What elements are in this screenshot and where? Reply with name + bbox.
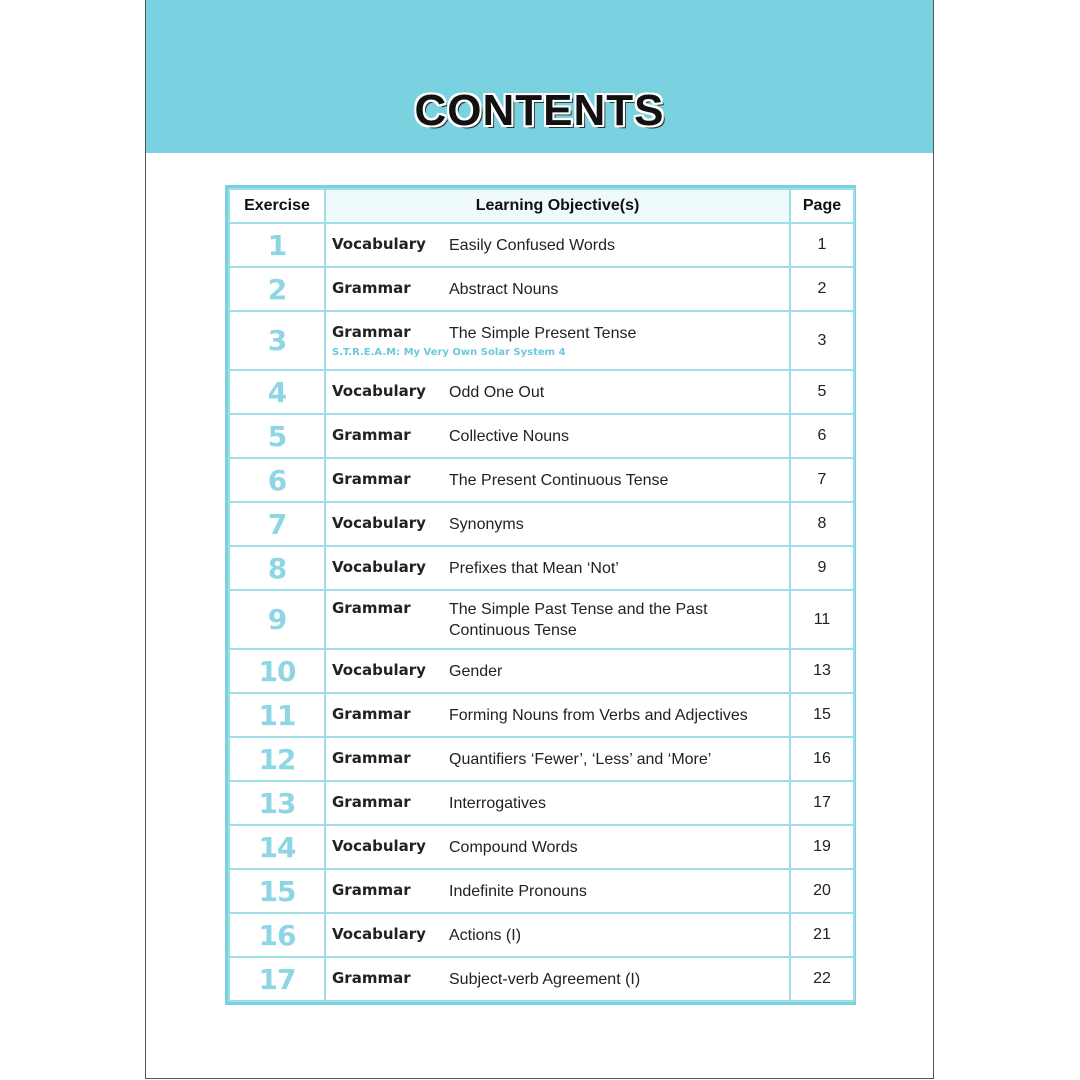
table-row	[229, 825, 854, 869]
table-row	[229, 649, 854, 693]
column-header-objective: Learning Objective(s)	[325, 189, 790, 223]
page-number: 16	[790, 737, 854, 781]
objective-line: Quantifiers ‘Fewer’, ‘Less’ and ‘More’	[449, 750, 712, 768]
objective-cell	[325, 825, 790, 869]
page-number: 8	[790, 502, 854, 546]
objective-category: Grammar	[332, 598, 411, 617]
exercise-number: 9	[229, 590, 325, 649]
objective-cell	[325, 414, 790, 458]
objective-text	[449, 514, 779, 535]
objective-text	[449, 382, 779, 403]
objective-category: Grammar	[332, 968, 411, 987]
page-number: 3	[790, 311, 854, 370]
exercise-number: 12	[229, 737, 325, 781]
table-row	[229, 781, 854, 825]
objective-category: Vocabulary	[332, 557, 426, 576]
objective-line: Actions (I)	[449, 926, 522, 944]
table-row	[229, 957, 854, 1001]
exercise-number: 4	[229, 370, 325, 414]
objective-cell	[325, 869, 790, 913]
table-body	[229, 223, 854, 1001]
table-row	[229, 913, 854, 957]
page-number: 7	[790, 458, 854, 502]
objective-category: Vocabulary	[332, 836, 426, 855]
objective-cell	[325, 502, 790, 546]
objective-text	[449, 323, 779, 344]
exercise-number: 14	[229, 825, 325, 869]
table-row	[229, 458, 854, 502]
objective-text	[449, 881, 779, 902]
page-number: 20	[790, 869, 854, 913]
objective-line: The Simple Present Tense	[449, 325, 637, 342]
objective-line: Collective Nouns	[449, 427, 570, 445]
objective-line: Interrogatives	[449, 794, 546, 812]
exercise-number: 6	[229, 458, 325, 502]
objective-text	[449, 661, 779, 682]
page-number: 22	[790, 957, 854, 1001]
objective-category: Vocabulary	[332, 924, 426, 943]
objective-category: Grammar	[332, 323, 411, 341]
objective-line-2: Continuous Tense	[449, 621, 577, 639]
objective-cell	[325, 458, 790, 502]
objective-cell	[325, 957, 790, 1001]
objective-category: Grammar	[332, 792, 411, 811]
objective-line: Prefixes that Mean ‘Not’	[449, 559, 619, 577]
exercise-number: 1	[229, 223, 325, 267]
objective-category: Grammar	[332, 425, 411, 444]
objective-cell	[325, 649, 790, 693]
objective-line: Compound Words	[449, 838, 578, 856]
objective-text	[449, 279, 779, 300]
exercise-number: 8	[229, 546, 325, 590]
page-number: 19	[790, 825, 854, 869]
table-header-row	[229, 189, 854, 223]
objective-text	[449, 426, 779, 447]
objective-cell	[325, 546, 790, 590]
objective-text	[449, 705, 779, 726]
exercise-number: 17	[229, 957, 325, 1001]
objective-cell	[325, 267, 790, 311]
objective-category: Vocabulary	[332, 660, 426, 679]
table-row	[229, 414, 854, 458]
page-number: 15	[790, 693, 854, 737]
page-number: 2	[790, 267, 854, 311]
objective-text	[449, 558, 779, 579]
objective-cell	[325, 311, 790, 370]
book-page	[145, 0, 934, 1079]
table-row	[229, 267, 854, 311]
table-row	[229, 223, 854, 267]
objective-cell	[325, 913, 790, 957]
contents-table-frame	[225, 185, 856, 1005]
objective-category: Grammar	[332, 704, 411, 723]
page-number: 17	[790, 781, 854, 825]
objective-text	[449, 470, 779, 491]
objective-text	[449, 925, 779, 946]
column-header-exercise: Exercise	[229, 189, 325, 223]
objective-line: The Simple Past Tense and the Past	[449, 600, 708, 618]
exercise-number: 2	[229, 267, 325, 311]
exercise-number: 7	[229, 502, 325, 546]
objective-category: Vocabulary	[332, 513, 426, 532]
table-row	[229, 370, 854, 414]
page-number: 1	[790, 223, 854, 267]
objective-line: Gender	[449, 662, 503, 680]
objective-text	[449, 235, 779, 256]
objective-cell	[325, 737, 790, 781]
objective-text	[449, 599, 779, 641]
page-number: 21	[790, 913, 854, 957]
column-header-page: Page	[790, 189, 854, 223]
table-row	[229, 590, 854, 649]
exercise-number: 3	[229, 311, 325, 370]
objective-category: Grammar	[332, 880, 411, 899]
objective-line: Abstract Nouns	[449, 280, 559, 298]
table-row	[229, 502, 854, 546]
objective-category: Grammar	[332, 748, 411, 767]
objective-line: Synonyms	[449, 515, 524, 533]
page-number: 11	[790, 590, 854, 649]
table-row	[229, 546, 854, 590]
page-number: 6	[790, 414, 854, 458]
table-row	[229, 869, 854, 913]
stream-subentry: S.T.R.E.A.M: My Very Own Solar System 4	[332, 347, 566, 358]
objective-line: Indefinite Pronouns	[449, 882, 587, 900]
exercise-number: 10	[229, 649, 325, 693]
objective-line: Subject-verb Agreement (I)	[449, 970, 641, 988]
objective-cell	[325, 693, 790, 737]
contents-table	[228, 188, 855, 1002]
objective-line: Easily Confused Words	[449, 236, 615, 254]
table-row	[229, 311, 854, 370]
objective-text	[449, 837, 779, 858]
exercise-number: 5	[229, 414, 325, 458]
objective-line: Odd One Out	[449, 383, 545, 401]
table-row	[229, 737, 854, 781]
objective-category: Vocabulary	[332, 234, 426, 253]
objective-line: Forming Nouns from Verbs and Adjectives	[449, 706, 748, 724]
objective-cell	[325, 590, 790, 649]
objective-text	[449, 793, 779, 814]
page-number: 9	[790, 546, 854, 590]
exercise-number: 16	[229, 913, 325, 957]
objective-category: Vocabulary	[332, 381, 426, 400]
objective-category: Grammar	[332, 469, 411, 488]
table-row	[229, 693, 854, 737]
objective-cell	[325, 781, 790, 825]
page-number: 5	[790, 370, 854, 414]
objective-category: Grammar	[332, 278, 411, 297]
objective-line: The Present Continuous Tense	[449, 471, 669, 489]
exercise-number: 11	[229, 693, 325, 737]
exercise-number: 15	[229, 869, 325, 913]
objective-cell	[325, 223, 790, 267]
page-number: 13	[790, 649, 854, 693]
exercise-number: 13	[229, 781, 325, 825]
objective-text	[449, 969, 779, 990]
objective-cell	[325, 370, 790, 414]
page-title: CONTENTS	[414, 86, 665, 135]
objective-text	[449, 749, 779, 770]
